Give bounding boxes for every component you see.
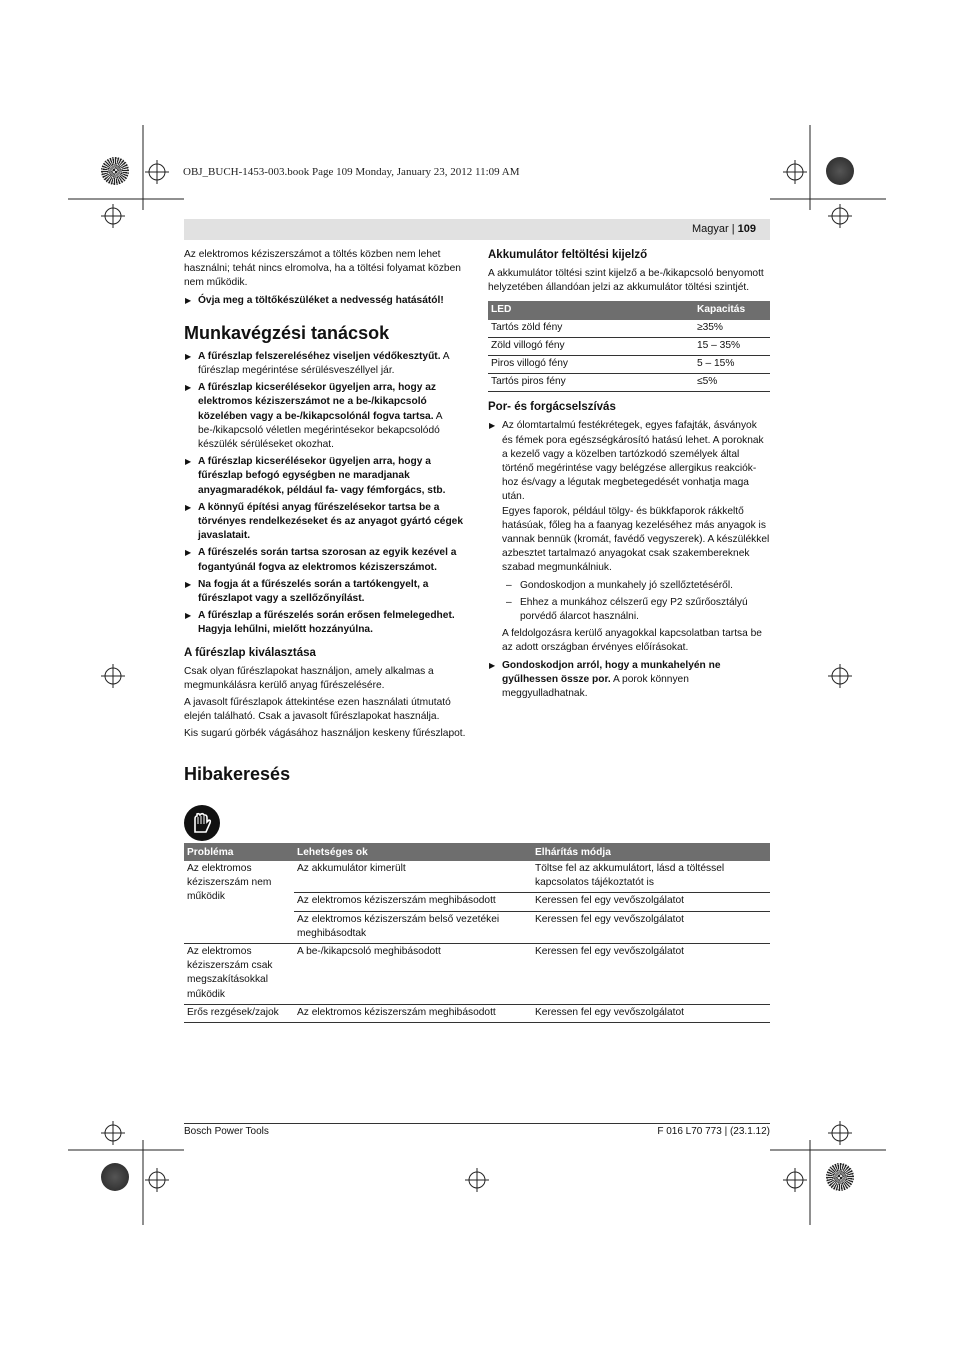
dash-item: – Ehhez a munkához célszerű egy P2 szűrőosztályú porvédő álarcot használni. <box>488 596 770 624</box>
table-row: Az elektromos kéziszerszám nem működik Az akkumulátor kimerült Töltse fel az akkumulátort, lásd a töltéssel kapcsolatos tájékoztatót is <box>184 861 770 893</box>
footer-rule <box>184 1123 770 1124</box>
tip-item: ▶ Na fogja át a fűrészelés során a tartókengyelt, a fűrészlapot vagy a szellőzőnyílást. <box>184 578 468 606</box>
tip-item: ▶ A fűrészelés során tartsa szorosan az egyik kezével a fogantyúnál fogva az elektromos kéziszerszámot. <box>184 546 468 574</box>
dust-heading: Por- és forgácselszívás <box>488 401 616 414</box>
troubleshooting-heading: Hibakeresés <box>184 764 291 784</box>
capacity-header: Kapacitás <box>694 301 770 319</box>
dust-paragraph: Egyes faporok, például tölgy- és bükkfaporok rákkeltő hatásúak, főleg ha a faanyag kezeléséhez más anyagok is vannak bennük (kromát, favédő vegyszerek). A készülékkel azbesztet tartalmazó anyagokat csak szakembereknek szabad megmunkálniuk. <box>502 505 770 574</box>
table-row: Az elektromos kéziszerszám csak megszakításokkal működik A be-/kikapcsoló meghibásodott Keressen fel egy vevőszolgálatot <box>184 944 770 1005</box>
header-language: Magyar <box>691 223 729 235</box>
blade-heading: A fűrészlap kiválasztása <box>184 646 316 659</box>
blade-paragraph: Csak olyan fűrészlapokat használjon, amely alkalmas a megmunkálásra kerülő anyag fűrészelésére. <box>184 665 434 691</box>
battery-paragraph: A akkumulátor töltési szint kijelző a be-/kikapcsoló benyomott helyzetében állandóan jelzi az akkumulátor töltési szintjét. <box>488 268 764 294</box>
remedy-header: Elhárítás módja <box>532 843 770 861</box>
dust-bullet: ▶ Az ólomtartalmú festékrétegek, egyes fafajták, ásványok és fémek pora egészségkárosító hatású lehet. A poroknak a kezelő vagy a közelben tartózkodó személyek által történő megérintése vagy belégzése allergikus reakciók-hoz és/vagy a légutak megbetegedését vonhatja maga után. <box>488 419 770 504</box>
led-header: LED <box>488 301 694 319</box>
table-row: Piros villogó fény 5 – 15% <box>488 356 770 374</box>
right-column <box>488 248 770 704</box>
dash-item: – Gondoskodjon a munkahely jó szellőztetéséről. <box>488 579 770 593</box>
blade-paragraph: Kis sugarú görbék vágásához használjon keskeny fűrészlapot. <box>184 728 466 740</box>
dust-bullet: ▶ Gondoskodjon arról, hogy a munkahelyén ne gyűlhessen össze por. A porok könnyen meggyulladhatnak. <box>488 659 770 702</box>
dust-paragraph: A feldolgozásra kerülő anyagokkal kapcsolatban tartsa be az adott országban érvényes előírásokat. <box>502 628 762 654</box>
page-number: 109 <box>737 223 756 235</box>
table-row: Erős rezgések/zajok Az elektromos kéziszerszám meghibásodott Keressen fel egy vevőszolgálatot <box>184 1004 770 1022</box>
footer-brand: Bosch Power Tools <box>184 1126 269 1137</box>
tip-item: ▶ A fűrészlap felszereléséhez viseljen védőkesztyűt. A fűrészlap megérintése sérülésveszéllyel jár. <box>184 350 468 378</box>
table-row: Tartós zöld fény ≥35% <box>488 320 770 338</box>
cause-header: Lehetséges ok <box>294 843 532 861</box>
led-table <box>488 301 770 392</box>
troubleshooting-table <box>184 843 770 1023</box>
gloves-icon <box>184 805 220 841</box>
table-row: Az elektromos kéziszerszám meghibásodott Keressen fel egy vevőszolgálatot <box>184 893 770 911</box>
charging-note: Az elektromos kéziszerszámot a töltés közben nem lehet használni; tehát nincs elromolva, ha a töltési folyamat közben nem működik. <box>184 249 461 289</box>
blade-paragraph: A javasolt fűrészlapok áttekintése ezen használati útmutató elején található. Csak a javasolt fűrészlapokat használja. <box>184 697 451 723</box>
battery-heading: Akkumulátor feltöltési kijelző <box>488 249 648 261</box>
protect-bullet: ▶ Óvja meg a töltőkészüléket a nedvesség hatásától! <box>184 294 468 308</box>
left-column <box>184 248 468 745</box>
table-row: Az elektromos kéziszerszám belső vezetékei meghibásodtak Keressen fel egy vevőszolgálatot <box>184 911 770 943</box>
table-row: Zöld villogó fény 15 – 35% <box>488 337 770 355</box>
header-separator: | <box>731 223 735 235</box>
page-header <box>184 219 770 240</box>
tip-item: ▶ A fűrészlap kicserélésekor ügyeljen arra, hogy a fűrészlap befogó egységben ne maradjanak anyagmaradékok, például fa- vagy fémforgács, stb. <box>184 455 468 498</box>
print-info: OBJ_BUCH-1453-003.book Page 109 Monday, January 23, 2012 11:09 AM <box>183 166 520 178</box>
tip-item: ▶ A fűrészlap a fűrészelés során erősen felmelegedhet. Hagyja lehűlni, mielőtt hozzányúlna. <box>184 609 468 637</box>
tip-item: ▶ A könnyű építési anyag fűrészelésekor tartsa be a törvényes rendelkezéseket és az anyagot gyártó cégek javaslatait. <box>184 501 468 544</box>
footer-doc-number: F 016 L70 773 | (23.1.12) <box>657 1126 770 1137</box>
table-row: Tartós piros fény ≤5% <box>488 374 770 392</box>
tip-item: ▶ A fűrészlap kicserélésekor ügyeljen arra, hogy az elektromos kéziszerszámot ne a be-/kikapcsoló közelében vagy a be-/kikapcsolónál fogva tartsa. A be-/kikapcsoló véletlen megérintésekor bekapcsolódó készülék sérüléseket okozhat. <box>184 381 468 452</box>
tips-heading: Munkavégzési tanácsok <box>184 322 390 343</box>
problem-header: Probléma <box>184 843 294 861</box>
